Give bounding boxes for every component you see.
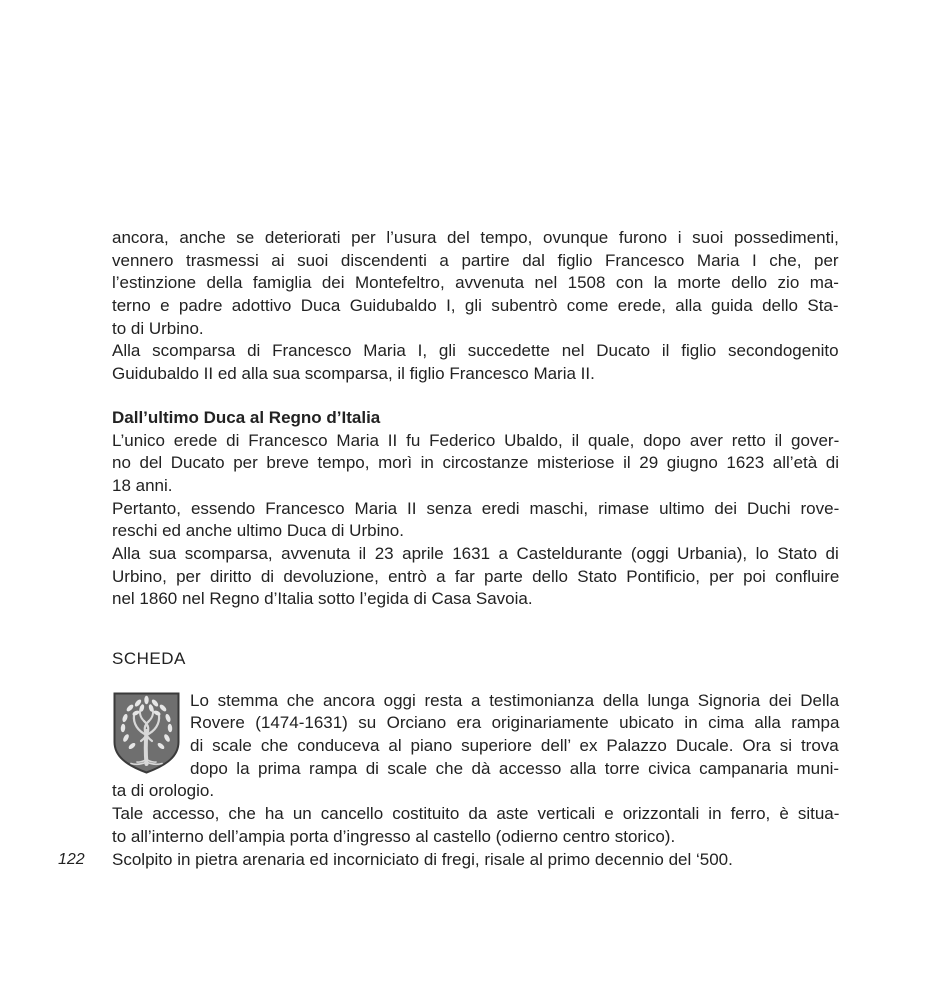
page-text-column [112,227,839,871]
text-line-content: Guidubaldo II ed alla sua scomparsa, il figlio Francesco Maria II. [112,364,595,384]
text-line-content: Rovere (1474-1631) su Orciano era originariamente ubicato in cima alla rampa [190,713,840,733]
paragraph-successione [112,340,839,385]
text-line-content: ancora, anche se deteriorati per l’usura del tempo, ovunque furono i suoi possedimenti, [112,228,839,247]
text-line-content: Pertanto, essendo Francesco Maria II senza eredi maschi, rimase ultimo dei Duchi rove- [112,498,840,518]
stemma-text-below-figure [112,780,839,803]
text-line [112,430,839,453]
page-number: 122 [58,851,85,868]
text-line-content: terno e padre adottivo Duca Guidubaldo I, gli subentrò come erede, alla guida dello Sta- [112,296,839,316]
text-line-content: no del Ducato per breve tempo, morì in circostanze misteriose il 29 giugno 1623 all’età di [112,453,840,473]
paragraph-scolpito [112,849,839,872]
text-line-content: nel 1860 nel Regno d’Italia sotto l’egida di Casa Savoia. [112,589,533,609]
text-line-content: vennero trasmessi ai suoi discendenti a partire dal figlio Francesco Maria I che, per [112,250,839,270]
text-line [190,712,839,735]
text-line [112,295,839,318]
paragraph-federico-ubaldo [112,430,839,498]
text-line [112,849,839,872]
stemma-paragraph-with-figure [112,690,839,781]
text-line [112,588,839,611]
stemma-text-beside-figure [190,690,839,781]
text-line [190,690,839,713]
text-line [112,227,839,250]
text-line-content: Alla scomparsa di Francesco Maria I, gli succedette nel Ducato il figlio secondogenito [112,341,839,361]
text-line [112,803,839,826]
text-line-content: ta di orologio. [112,781,215,801]
paragraph-possedimenti [112,227,839,340]
text-line-content: reschi ed anche ultimo Duca di Urbino. [112,521,404,541]
text-line-content: l’estinzione della famiglia dei Montefeltro, avvenuta nel 1508 con la morte dello zio ma- [112,273,839,293]
text-line [112,340,839,363]
text-line-content: to all’interno dell’ampia porta d’ingresso al castello (odierno centro storico). [112,826,676,846]
text-line [112,498,839,521]
paragraph-pertanto [112,498,839,543]
text-line [112,475,839,498]
text-line-content: di scale che conduceva al piano superiore dell’ ex Palazzo Ducale. Ora si trova [190,736,839,756]
text-line [190,758,839,781]
text-line [112,250,839,273]
text-line-content: Tale accesso, che ha un cancello costituito da aste verticali e orizzontali in ferro, è situa- [112,804,840,824]
section-heading: Dall’ultimo Duca al Regno d’Italia [112,407,381,427]
scheda-label: SCHEDA [112,649,186,669]
text-line [112,318,839,341]
text-line [112,566,839,589]
text-line-content: 18 anni. [112,475,173,495]
text-line-content: to di Urbino. [112,318,204,338]
text-line-content: dopo la prima rampa di scale che dà accesso alla torre civica campanaria muni- [190,758,840,778]
text-line-content: Urbino, per diritto di devoluzione, entrò a far parte dello Stato Pontificio, per poi confluire [112,566,840,586]
text-line-content: L’unico erede di Francesco Maria II fu Federico Ubaldo, il quale, dopo aver retto il gover- [112,430,840,450]
text-line [190,735,839,758]
text-line [112,272,839,295]
text-line [112,363,839,386]
della-rovere-coat-of-arms-image [112,691,181,775]
text-line [112,452,839,475]
text-line [112,520,839,543]
paragraph-devoluzione [112,543,839,611]
text-line [112,543,839,566]
text-line-content: Alla sua scomparsa, avvenuta il 23 aprile 1631 a Casteldurante (oggi Urbania), lo Stato di [112,543,839,563]
text-line-content: Lo stemma che ancora oggi resta a testimonianza della lunga Signoria dei Della [190,690,840,710]
paragraph-accesso [112,803,839,848]
text-line [112,826,839,849]
text-line-content: Scolpito in pietra arenaria ed incorniciato di fregi, risale al primo decennio del ‘500. [112,849,733,869]
text-line [112,780,839,803]
